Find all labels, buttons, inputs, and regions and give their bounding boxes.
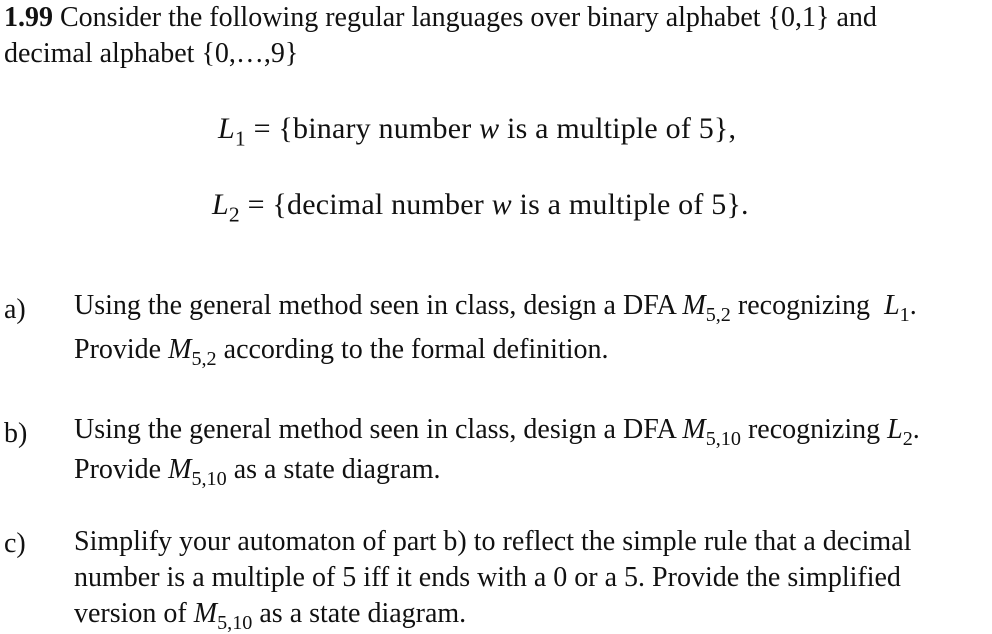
part-b-text1: Using the general method seen in class, design a DFA (74, 414, 683, 445)
part-c-text1: version of (74, 598, 194, 629)
part-c-line3 (74, 598, 467, 634)
part-c-label: c) (4, 528, 26, 559)
definition-l2 (212, 188, 749, 227)
part-b-text3: Provide (74, 454, 169, 485)
part-b-text4: as a state diagram. (226, 454, 441, 485)
part-a-text2: recognizing (730, 290, 885, 321)
l2-equals: = (239, 188, 273, 221)
problem-intro-text: Consider the following regular languages over binary alphabet {0,1} and (60, 2, 877, 33)
part-c-text2: as a state diagram. (252, 598, 467, 629)
part-b-line2 (74, 454, 441, 491)
l1-w: w (479, 112, 500, 145)
part-a-period: . (909, 290, 917, 321)
part-c-m: M (193, 598, 218, 629)
part-a-label: a) (4, 294, 26, 325)
l1-set-close: is a multiple of 5}, (499, 112, 737, 145)
part-b-l-sub: 2 (902, 428, 913, 451)
part-a-m: M (682, 290, 706, 321)
part-b-label: b) (4, 418, 28, 449)
part-a-line1 (74, 290, 917, 327)
part-a-line2 (74, 334, 609, 371)
part-a-m-sub: 5,2 (705, 304, 731, 327)
part-c-line1: Simplify your automaton of part b) to reflect the simple rule that a decimal (74, 526, 912, 557)
l1-symbol: L (218, 112, 235, 145)
definition-l1 (218, 112, 737, 151)
part-a-text4: according to the formal definition. (216, 334, 609, 365)
part-a-text3: Provide (74, 334, 169, 365)
l2-set-close: is a multiple of 5}. (511, 188, 749, 221)
part-b-line1 (74, 414, 920, 451)
problem-intro-line2: decimal alphabet {0,…,9} (4, 38, 299, 69)
l1-subscript: 1 (234, 126, 246, 151)
part-b-m2-sub: 5,10 (191, 468, 227, 491)
part-a-text1: Using the general method seen in class, design a DFA (74, 290, 683, 321)
part-a-m2: M (168, 334, 192, 365)
problem-number: 1.99 (4, 2, 53, 33)
l1-equals: = (245, 112, 279, 145)
l2-set-open: {decimal number (272, 188, 492, 221)
part-b-m2: M (168, 454, 192, 485)
part-b-period: . (912, 414, 920, 445)
part-b-m-sub: 5,10 (705, 428, 741, 451)
l1-set-open: {binary number (278, 112, 480, 145)
part-c-m-sub: 5,10 (217, 612, 253, 634)
l2-subscript: 2 (228, 202, 240, 227)
part-b-text2: recognizing (740, 414, 888, 445)
l2-w: w (491, 188, 512, 221)
part-b-m: M (682, 414, 706, 445)
part-b-l: L (887, 414, 903, 445)
part-a-m2-sub: 5,2 (191, 348, 217, 371)
part-c-line2: number is a multiple of 5 iff it ends with a 0 or a 5. Provide the simplified (74, 562, 901, 593)
part-a-l-sub: 1 (899, 304, 910, 327)
problem-intro-line1 (4, 4, 877, 32)
part-a-l: L (884, 290, 900, 321)
l2-symbol: L (212, 188, 229, 221)
